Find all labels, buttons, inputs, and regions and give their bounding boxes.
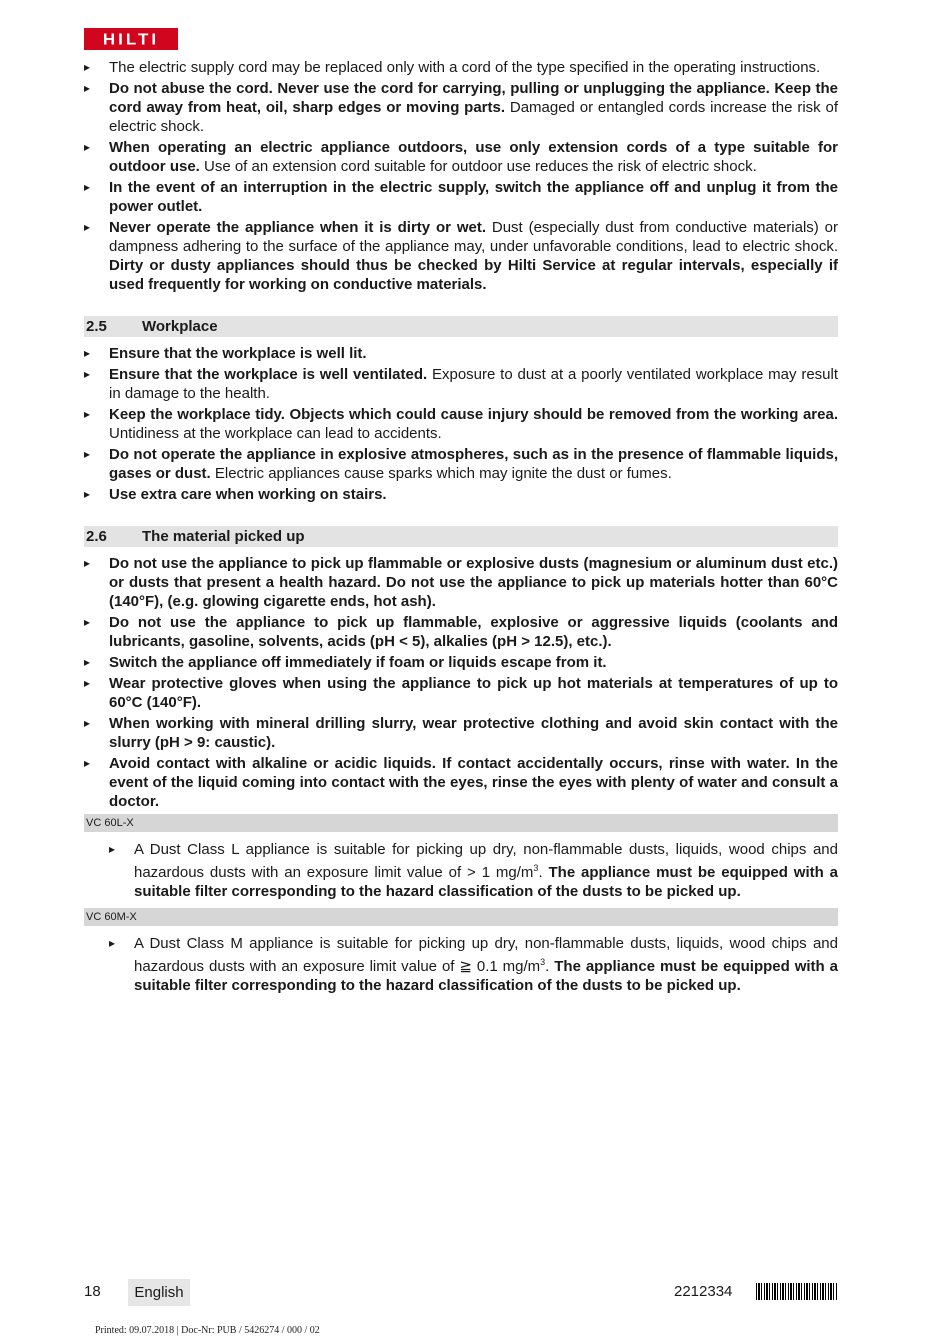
list-item: ▸ A Dust Class L appliance is suitable for picking up dry, non-flammable dusts, liquids, wood chips and hazardous dusts with an exposure limit value of > 1 $mg/m^3$. The appliance must be equipped with a suitable filter corresponding to the hazard classification of the dusts to be picked up. xyxy=(109,840,838,901)
list-item: ▸ Use extra care when working on stairs. xyxy=(84,485,838,504)
list-item: ▸ Ensure that the workplace is well ventilated. Exposure to dust at a poorly ventilated workplace may result in damage to the health. xyxy=(84,365,838,403)
language-label: English xyxy=(128,1279,190,1306)
material-list xyxy=(84,554,838,811)
list-item: ▸ The electric supply cord may be replaced only with a cord of the type specified in the operating instructions. xyxy=(84,58,838,77)
list-item: ▸ Do not operate the appliance in explosive atmospheres, such as in the presence of flammable liquids, gases or dust. Electric appliances cause sparks which may ignite the dust or fumes. xyxy=(84,445,838,483)
page-content xyxy=(84,58,838,997)
section-number: 2.5 xyxy=(86,318,107,335)
section-heading-workplace xyxy=(84,316,838,337)
model-bar-vc60m: VC 60M-X xyxy=(84,908,838,926)
hilti-logo xyxy=(84,28,178,50)
list-item: ▸ When operating an electric appliance outdoors, use only extension cords of a type suitable for outdoor use. Use of an extension cord suitable for outdoor use reduces the risk of electric shock. xyxy=(84,138,838,176)
workplace-list xyxy=(84,344,838,504)
print-info: Printed: 09.07.2018 | Doc-Nr: PUB / 5426274 / 000 / 02 xyxy=(95,1325,320,1336)
list-item: ▸ Keep the workplace tidy. Objects which could cause injury should be removed from the working area. Untidiness at the workplace can lead to accidents. xyxy=(84,405,838,443)
section-number: 2.6 xyxy=(86,528,107,545)
list-item: ▸ Do not use the appliance to pick up flammable, explosive or aggressive liquids (coolants and lubricants, gasoline, solvents, acids (pH < 5), alkalies (pH > 12.5), etc.). xyxy=(84,613,838,651)
list-item: ▸ Do not abuse the cord. Never use the cord for carrying, pulling or unplugging the appliance. Keep the cord away from heat, oil, sharp edges or moving parts. Damaged or entangled cords increase the risk of electric shock. xyxy=(84,79,838,136)
barcode xyxy=(756,1283,838,1300)
logo-text: HILTI xyxy=(102,30,160,48)
list-item: ▸ Never operate the appliance when it is dirty or wet. Dust (especially dust from conductive materials) or dampness adhering to the surface of the appliance may, under unfavorable conditions, lead to electric shock. Dirty or dusty appliances should thus be checked by Hilti Service at regular intervals, especially if used frequently for working on conductive materials. xyxy=(84,218,838,294)
section-title: The material picked up xyxy=(142,528,305,545)
model-l-list xyxy=(109,840,838,901)
model-m-list xyxy=(109,934,838,995)
list-item: ▸ Switch the appliance off immediately if foam or liquids escape from it. xyxy=(84,653,838,672)
list-item: ▸ Ensure that the workplace is well lit. xyxy=(84,344,838,363)
electrical-safety-list xyxy=(84,58,838,294)
list-item: ▸ Wear protective gloves when using the appliance to pick up hot materials at temperatures of up to 60°C (140°F). xyxy=(84,674,838,712)
list-item: ▸ In the event of an interruption in the electric supply, switch the appliance off and unplug it from the power outlet. xyxy=(84,178,838,216)
list-item: ▸ Avoid contact with alkaline or acidic liquids. If contact accidentally occurs, rinse with water. In the event of the liquid coming into contact with the eyes, rinse the eyes with plenty of water and consult a doctor. xyxy=(84,754,838,811)
page-number: 18 xyxy=(84,1283,101,1300)
list-item: ▸ Do not use the appliance to pick up flammable or explosive dusts (magnesium or aluminum dust etc.) or dusts that present a health hazard. Do not use the appliance to pick up materials hotter than 60°C (140°F), (e.g. glowing cigarette ends, hot ash). xyxy=(84,554,838,611)
list-item: ▸ When working with mineral drilling slurry, wear protective clothing and avoid skin contact with the slurry (pH > 9: caustic). xyxy=(84,714,838,752)
section-heading-material xyxy=(84,526,838,547)
section-title: Workplace xyxy=(142,318,218,335)
model-bar-vc60l: VC 60L-X xyxy=(84,814,838,832)
document-number: 2212334 xyxy=(674,1283,733,1300)
list-item: ▸ A Dust Class M appliance is suitable for picking up dry, non-flammable dusts, liquids, wood chips and hazardous dusts with an exposure limit value of ≧ 0.1 $mg/m^3$. The appliance must be equipped with a suitable filter corresponding to the hazard classification of the dusts to be picked up. xyxy=(109,934,838,995)
